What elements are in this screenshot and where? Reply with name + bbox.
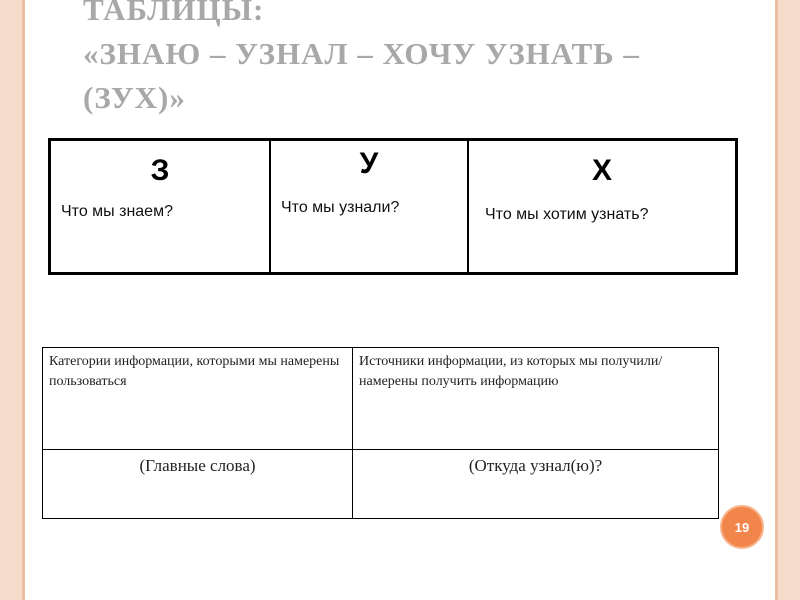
info-header-categories: Категории информации, которыми мы намерены пользоваться (43, 348, 353, 450)
title-line-2: «ЗНАЮ – УЗНАЛ – ХОЧУ УЗНАТЬ – (83, 36, 640, 71)
zuh-question-know: Что мы знаем? (61, 203, 173, 220)
slide-title (83, 0, 640, 120)
zuh-letter-u: У (359, 147, 379, 180)
info-cell-keywords: (Главные слова) (43, 450, 353, 519)
title-line-3: (ЗУХ)» (83, 80, 186, 115)
info-header-sources: Источники информации, из которых мы получили/намерены получить информацию (353, 348, 719, 450)
info-header-row (43, 348, 719, 450)
zuh-question-learned: Что мы узнали? (281, 199, 400, 216)
info-table (42, 347, 719, 519)
zuh-cell-learned (270, 140, 468, 274)
info-data-row (43, 450, 719, 519)
zuh-cell-want (468, 140, 737, 274)
title-line-1: ТАБЛИЦЫ: (83, 0, 265, 27)
zuh-cell-know (50, 140, 271, 274)
zuh-row (50, 140, 737, 274)
info-cell-source: (Откуда узнал(ю)? (353, 450, 719, 519)
zuh-table (48, 138, 738, 275)
slide (22, 0, 778, 600)
page-number-badge: 19 (720, 505, 764, 549)
zuh-letter-z: З (150, 154, 170, 187)
zuh-letter-h: Х (591, 154, 612, 187)
zuh-question-want: Что мы хотим узнать? (485, 206, 649, 223)
